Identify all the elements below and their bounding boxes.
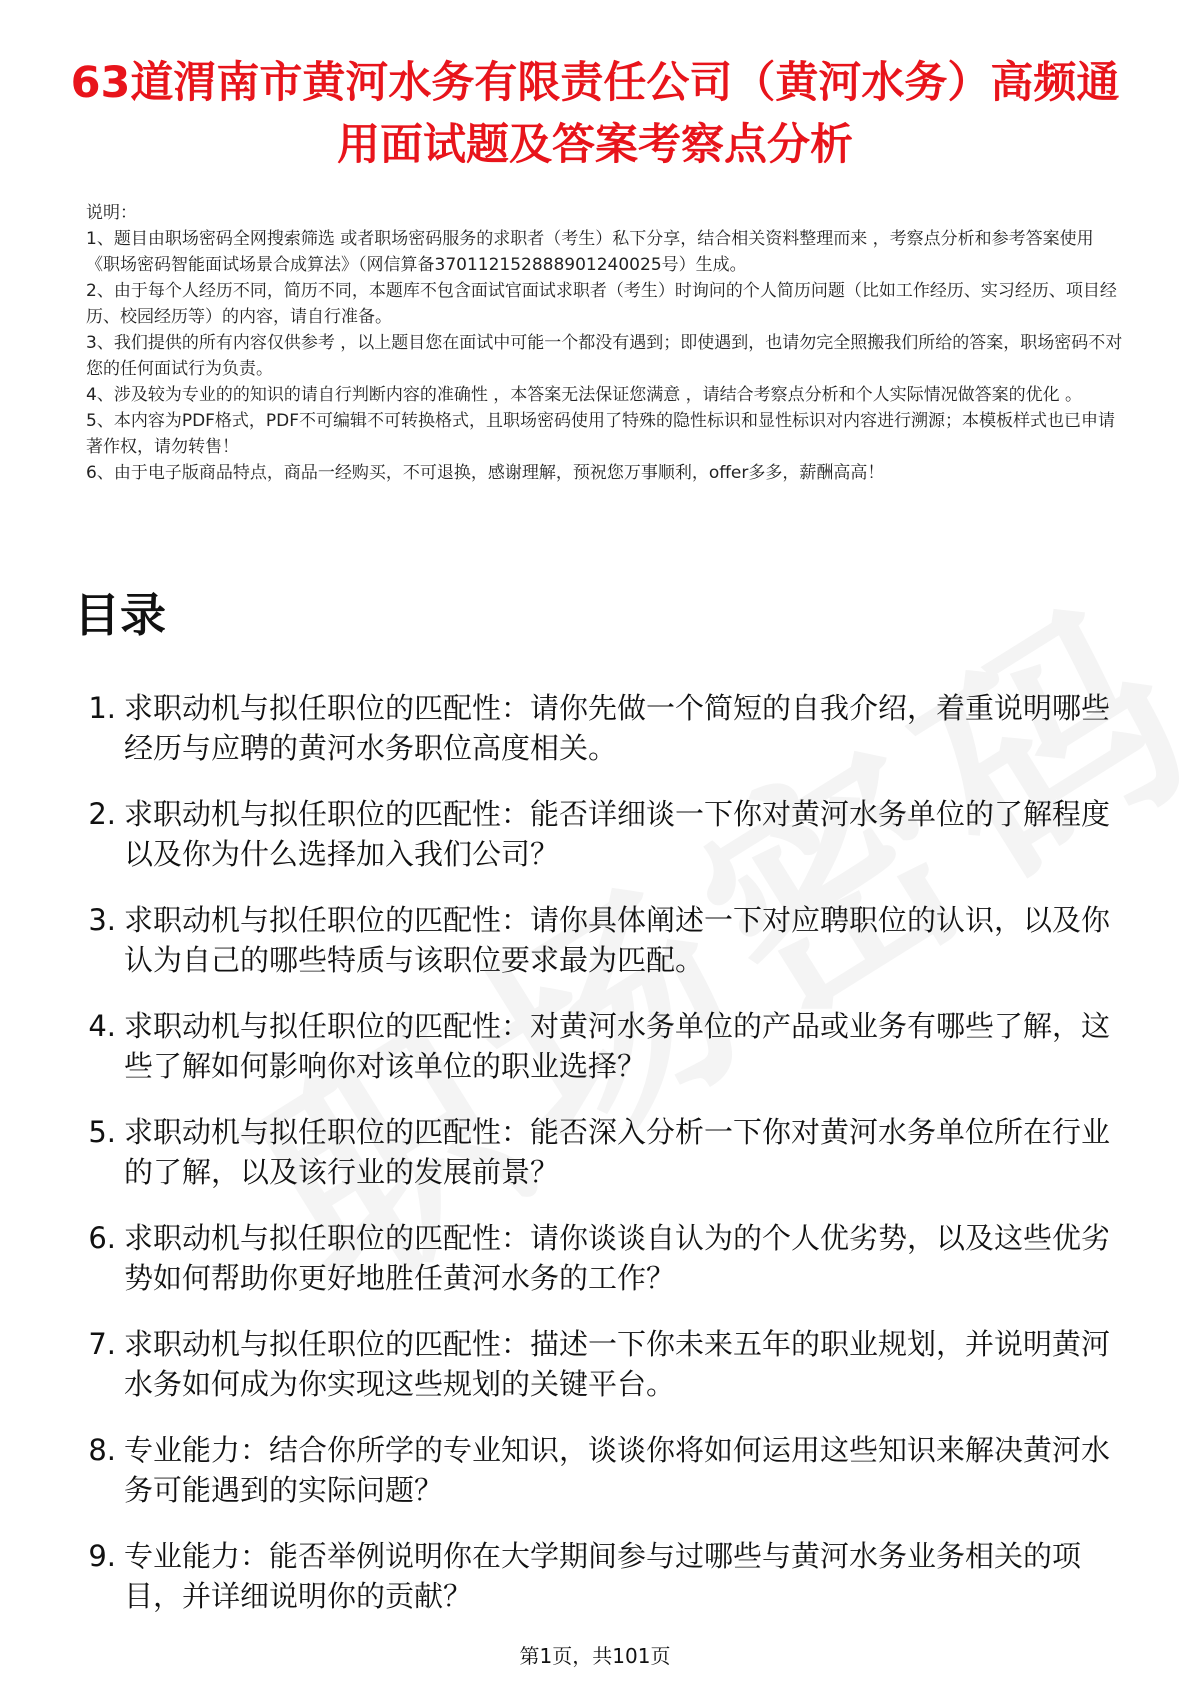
notes-line: 1、题目由职场密码全网搜索筛选 或者职场密码服务的求职者（考生）私下分享，结合相关资料整理而来 ，考察点分析和参考答案使用《职场密码智能面试场景合成算法》（网信算备370112152888901240025号）生成。	[86, 229, 1094, 275]
notes-line: 4、涉及较为专业的的知识的请自行判断内容的准确性 ，本答案无法保证您满意 ，请结合考察点分析和个人实际情况做答案的优化 。	[86, 385, 1083, 405]
toc-item-text: 专业能力：结合你所学的专业知识，谈谈你将如何运用这些知识来解决黄河水务可能遇到的实际问题？	[124, 1433, 1111, 1507]
toc-item-text: 求职动机与拟任职位的匹配性：能否深入分析一下你对黄河水务单位所在行业的了解，以及该行业的发展前景？	[124, 1115, 1111, 1189]
toc-item[interactable]	[74, 794, 1114, 874]
notes-section	[86, 200, 1126, 486]
toc-item-number: 2.	[88, 797, 116, 831]
toc-item-text: 求职动机与拟任职位的匹配性：请你谈谈自认为的个人优劣势，以及这些优劣势如何帮助你更好地胜任黄河水务的工作？	[124, 1221, 1111, 1295]
table-of-contents	[74, 688, 1114, 1642]
toc-heading: 目录	[74, 588, 166, 642]
toc-item-number: 4.	[88, 1009, 116, 1043]
toc-item-text: 求职动机与拟任职位的匹配性：描述一下你未来五年的职业规划，并说明黄河水务如何成为你实现这些规划的关键平台。	[124, 1327, 1111, 1401]
notes-line: 5、本内容为PDF格式，PDF不可编辑不可转换格式，且职场密码使用了特殊的隐性标识和显性标识对内容进行溯源；本模板样式也已申请著作权，请勿转售！	[86, 411, 1116, 457]
toc-item[interactable]	[74, 1006, 1114, 1086]
toc-item[interactable]	[74, 1324, 1114, 1404]
notes-line: 6、由于电子版商品特点，商品一经购买，不可退换，感谢理解，预祝您万事顺利，offer多多，薪酬高高！	[86, 463, 885, 483]
toc-item-number: 8.	[88, 1433, 116, 1467]
toc-item[interactable]	[74, 900, 1114, 980]
toc-item-number: 7.	[88, 1327, 116, 1361]
toc-item-number: 9.	[88, 1539, 116, 1573]
notes-line: 3、我们提供的所有内容仅供参考 ，以上题目您在面试中可能一个都没有遇到；即使遇到，也请勿完全照搬我们所给的答案，职场密码不对您的任何面试行为负责。	[86, 333, 1123, 379]
toc-item-text: 求职动机与拟任职位的匹配性：对黄河水务单位的产品或业务有哪些了解，这些了解如何影响你对该单位的职业选择？	[124, 1009, 1111, 1083]
toc-item-text: 专业能力：能否举例说明你在大学期间参与过哪些与黄河水务业务相关的项目，并详细说明你的贡献？	[124, 1539, 1082, 1613]
notes-line: 说明：	[86, 203, 137, 223]
page-footer: 第1页，共101页	[519, 1644, 671, 1668]
toc-item-number: 6.	[88, 1221, 116, 1255]
toc-item-number: 5.	[88, 1115, 116, 1149]
toc-item[interactable]	[74, 688, 1114, 768]
toc-item-text: 求职动机与拟任职位的匹配性：能否详细谈一下你对黄河水务单位的了解程度以及你为什么选择加入我们公司？	[124, 797, 1111, 871]
toc-item[interactable]	[74, 1218, 1114, 1298]
toc-item[interactable]	[74, 1536, 1114, 1616]
toc-item[interactable]	[74, 1112, 1114, 1192]
notes-line: 2、由于每个人经历不同，简历不同，本题库不包含面试官面试求职者（考生）时询问的个人简历问题（比如工作经历、实习经历、项目经历、校园经历等）的内容，请自行准备。	[86, 281, 1117, 327]
document-title: 63道渭南市黄河水务有限责任公司（黄河水务）高频通用面试题及答案考察点分析	[70, 58, 1120, 170]
toc-item-text: 求职动机与拟任职位的匹配性：请你先做一个简短的自我介绍，着重说明哪些经历与应聘的黄河水务职位高度相关。	[124, 691, 1111, 765]
toc-item-text: 求职动机与拟任职位的匹配性：请你具体阐述一下对应聘职位的认识，以及你认为自己的哪些特质与该职位要求最为匹配。	[124, 903, 1111, 977]
toc-item-number: 1.	[88, 691, 116, 725]
toc-item[interactable]	[74, 1430, 1114, 1510]
toc-item-number: 3.	[88, 903, 116, 937]
